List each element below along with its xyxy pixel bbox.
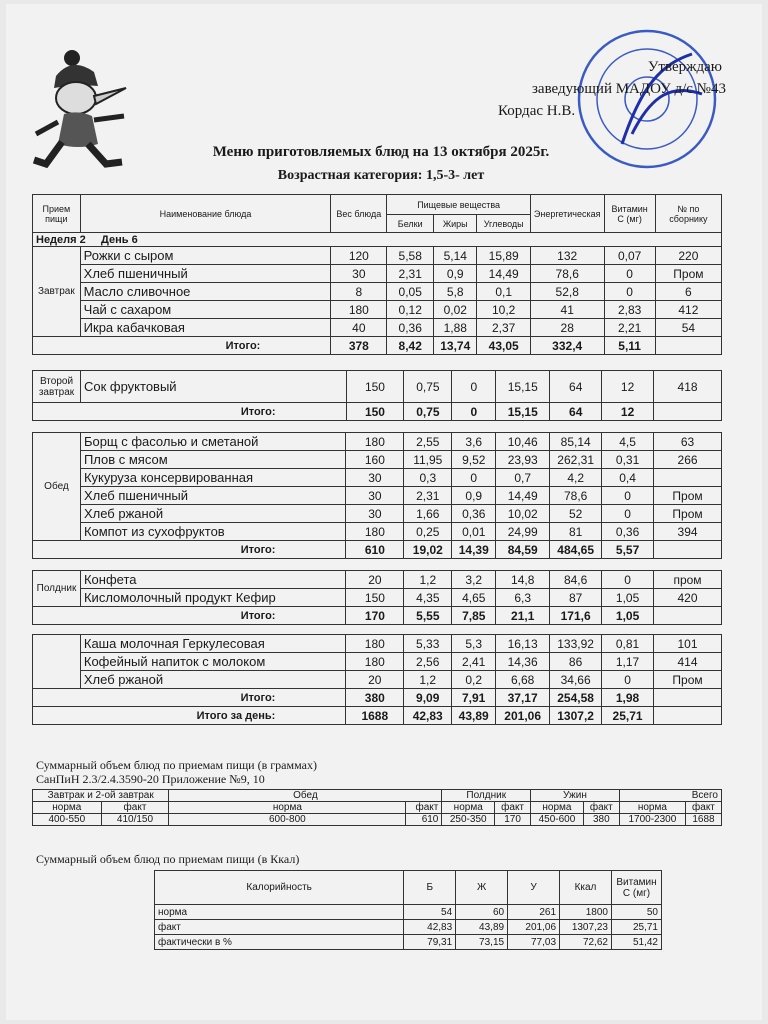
col-energy: Энергетическая	[530, 195, 604, 233]
total-label: Итого:	[33, 541, 346, 559]
col-vitamin: Витамин С (мг)	[604, 195, 655, 233]
menu-table-dinner: Каша молочная Геркулесовая 180 5,33 5,3 16,13 133,92 0,81 101 Кофейный напиток с молоком 180 2,56 2,41 14,36 86 1,17 414 Хлеб ржаной 20 1,2 0,2 6,68 34,66 0 Пром Итого: 380 9,09 7,91 37,17 254,58 1,98 Итого за день: 1688 42,83 43,89 201,06 1307,2 25,71	[32, 634, 722, 725]
approve-position: заведующий МАДОУ д/с №43	[531, 81, 726, 97]
approval-block	[486, 56, 726, 122]
summary-grams-table: Завтрак и 2-ой завтрак Обед Полдник Ужин Всего норма факт норма факт норма факт норма факт норма факт 400-550 410/150 600-800 610 250-350 170 450-600 380 1700-2300 1688	[32, 789, 722, 826]
summary-kcal-table: Калорийность Б Ж У Ккал Витамин С (мг) норма 54 60 261 1800 50 факт 42,83 43,89 201,06 1307,23 25,71 фактически в % 79,31 73,15 77,03 72,62 51,42	[154, 870, 662, 950]
dish-name: Конфета	[80, 571, 345, 589]
meal-dinner	[33, 635, 81, 689]
dish-name: Масло сливочное	[80, 283, 331, 301]
mascot-illustration	[28, 46, 138, 176]
total-label: Итого:	[33, 689, 346, 707]
dish-name: Хлеб пшеничный	[80, 487, 345, 505]
col-carbs: Углеводы	[477, 215, 530, 233]
dish-name: Кофейный напиток с молоком	[80, 653, 345, 671]
col-protein: Белки	[387, 215, 434, 233]
col-fat: Жиры	[434, 215, 477, 233]
total-label: Итого:	[33, 607, 346, 625]
day-total-label: Итого за день:	[33, 707, 346, 725]
meal-lunch: Обед	[33, 433, 81, 541]
summary-grams-ref: СанПиН 2.3/2.4.3590-20 Приложение №9, 10	[36, 772, 265, 786]
col-meal: Прием пищи	[33, 195, 81, 233]
dish-name: Каша молочная Геркулесовая	[80, 635, 345, 653]
dish-name: Борщ с фасолью и сметаной	[80, 433, 345, 451]
dish-name: Икра кабачковая	[80, 319, 331, 337]
col-weight: Вес блюда	[331, 195, 387, 233]
menu-table-lunch: Обед Борщ с фасолью и сметаной 180 2,55 3,6 10,46 85,14 4,5 63 Плов с мясом 160 11,95 9,52 23,93 262,31 0,31 266 Кукуруза консервированная 30 0,3 0 0,7 4,2 0,4 Хлеб пшеничный 30 2,31 0,9 14,49 78,6 0 Пром Хлеб ржаной 30 1,66 0,36 10,02 52 0 Пром Компот из сухофруктов 180 0,25 0,01 24,99 81 0,36 394 Итого: 610 19,02 14,39 84,59 484,65 5,57	[32, 432, 722, 559]
dish-name: Плов с мясом	[80, 451, 345, 469]
menu-page	[6, 4, 762, 1020]
age-category: Возрастная категория: 1,5-3- лет	[277, 168, 485, 183]
dish-name: Сок фруктовый	[80, 371, 346, 403]
col-recipe: № по сборнику	[655, 195, 721, 233]
dish-name: Кукуруза консервированная	[80, 469, 345, 487]
dish-name: Кисломолочный продукт Кефир	[80, 589, 345, 607]
dish-name: Чай с сахаром	[80, 301, 331, 319]
col-dish: Наименование блюда	[80, 195, 331, 233]
summary-grams-title: Суммарный объем блюд по приемам пищи (в граммах)	[36, 758, 317, 772]
dish-name: Хлеб пшеничный	[80, 265, 331, 283]
col-nutrients: Пищевые вещества	[387, 195, 531, 215]
day-label: День 6	[101, 233, 138, 246]
menu-table-second-breakfast: Второй завтрак Сок фруктовый 150 0,75 0 15,15 64 12 418 Итого: 150 0,75 0 15,15 64 12	[32, 370, 722, 421]
menu-table-breakfast: Прием пищи Наименование блюда Вес блюда Пищевые вещества Энергетическая Витамин С (мг) № по сборнику Белки Жиры Углеводы Неделя 2 День 6 Завтрак Рожки с сыром 120 5,58 5,14 15,89 132 0,07 220 Хлеб пшеничный 30 2,31 0,9 14,49 78,6 0 Пром Масло сливочное 8 0,05 5,8 0,1 52,8 0 6 Чай с сахаром 180 0,12 0,02 10,2 41 2,83 412 Икра кабачковая 40 0,36 1,88 2,37 28 2,21 54 Итого: 378 8,42 13,74 43,05 332,4 5,11	[32, 194, 722, 355]
dish-name: Хлеб ржаной	[80, 671, 345, 689]
week-label: Неделя 2	[36, 233, 86, 246]
page-title: Меню приготовляемых блюд на 13 октября 2025г.	[212, 144, 550, 160]
dish-name: Хлеб ржаной	[80, 505, 345, 523]
total-label: Итого:	[33, 337, 331, 355]
dish-name: Компот из сухофруктов	[80, 523, 345, 541]
meal-second-breakfast: Второй завтрак	[33, 371, 81, 403]
meal-snack: Полдник	[33, 571, 81, 607]
summary-kcal-title: Суммарный объем блюд по приемам пищи (в Ккал)	[36, 852, 300, 866]
approve-word: Утверждаю	[647, 59, 722, 75]
approve-name: Кордас Н.В.	[498, 103, 576, 119]
total-label: Итого:	[33, 403, 347, 421]
dish-name: Рожки с сыром	[80, 247, 331, 265]
menu-table-snack: Полдник Конфета 20 1,2 3,2 14,8 84,6 0 пром Кисломолочный продукт Кефир 150 4,35 4,65 6,3 87 1,05 420 Итого: 170 5,55 7,85 21,1 171,6 1,05	[32, 570, 722, 625]
meal-breakfast: Завтрак	[33, 247, 81, 337]
